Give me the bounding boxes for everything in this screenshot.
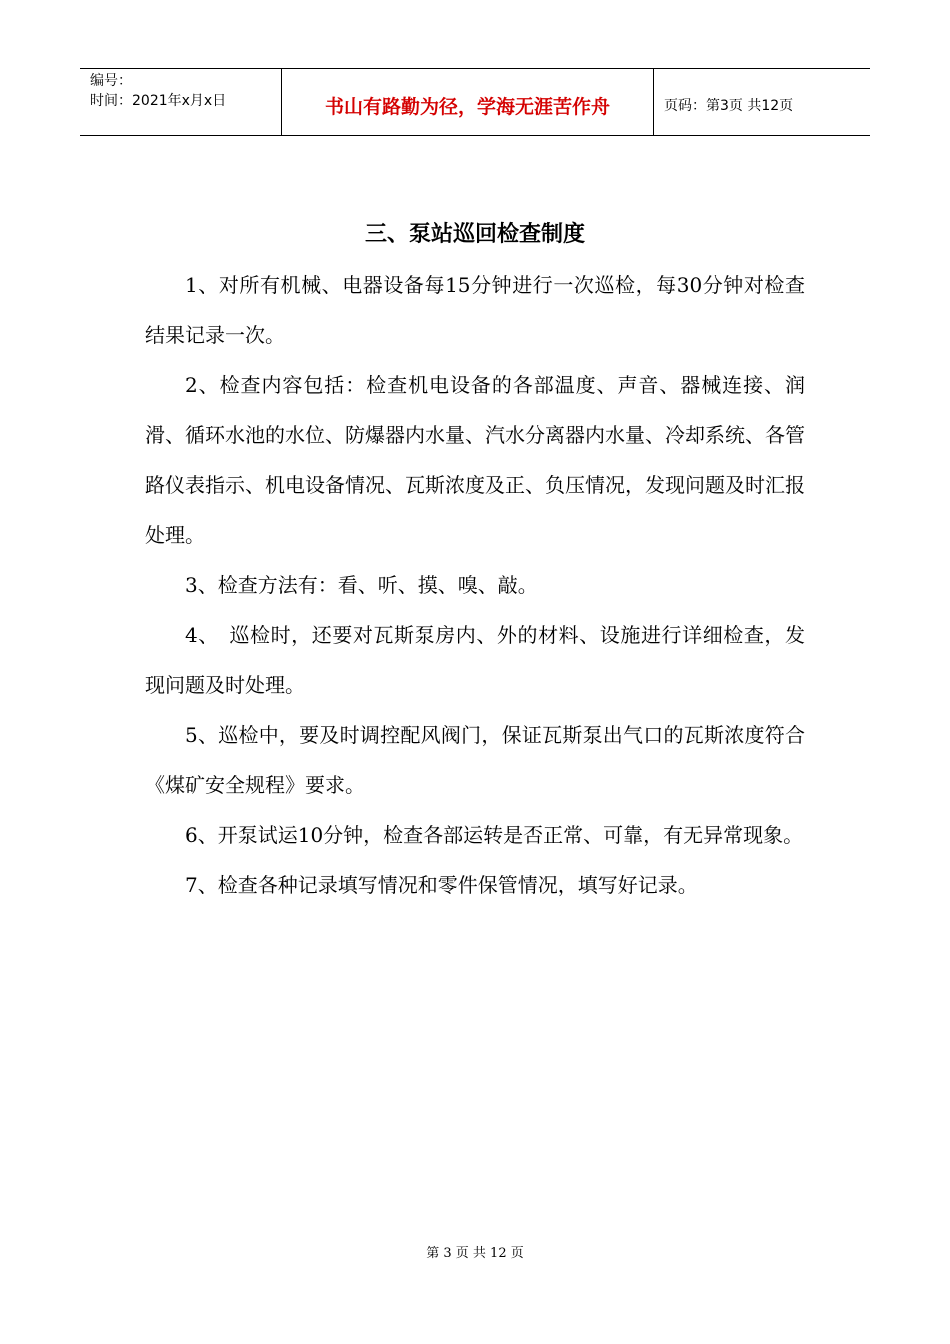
number-label: 编号：	[90, 73, 132, 89]
document-title: 三、泵站巡回检查制度	[364, 222, 585, 247]
time-label: 时间：2021年x月x日	[90, 93, 227, 109]
header-table	[80, 68, 870, 136]
page-footer: 第 3 页 共 12 页	[426, 1246, 524, 1261]
header-page-cell	[654, 69, 870, 135]
motto-text: 书山有路勤为径，学海无涯苦作舟	[324, 95, 610, 118]
paragraph-6: 6、开泵试运10分钟，检查各部运转是否正常、可靠，有无异常现象。	[185, 823, 804, 847]
page-info: 页码：第3页 共12页	[664, 98, 794, 114]
paragraph-2: 2、检查内容包括：检查机电设备的各部温度、声音、器械连接、润滑、循环水池的水位、防爆器内水量、汽水分离器内水量、冷却系统、各管路仪表指示、机电设备情况、瓦斯浓度及正、负压情况，发现问题及时汇报处理。	[145, 373, 805, 547]
paragraph-5: 5、巡检中，要及时调控配风阀门，保证瓦斯泵出气口的瓦斯浓度符合《煤矿安全规程》要求。	[145, 723, 805, 797]
paragraph-1: 1、对所有机械、电器设备每15分钟进行一次巡检，每30分钟对检查结果记录一次。	[145, 273, 805, 347]
paragraph-4: 4、 巡检时，还要对瓦斯泵房内、外的材料、设施进行详细检查，发现问题及时处理。	[145, 623, 805, 697]
header-motto-cell	[282, 69, 654, 135]
header-meta-cell	[80, 69, 282, 135]
paragraph-3: 3、检查方法有：看、听、摸、嗅、敲。	[185, 573, 538, 597]
paragraph-7: 7、检查各种记录填写情况和零件保管情况，填写好记录。	[185, 873, 698, 897]
document-body	[145, 260, 805, 910]
